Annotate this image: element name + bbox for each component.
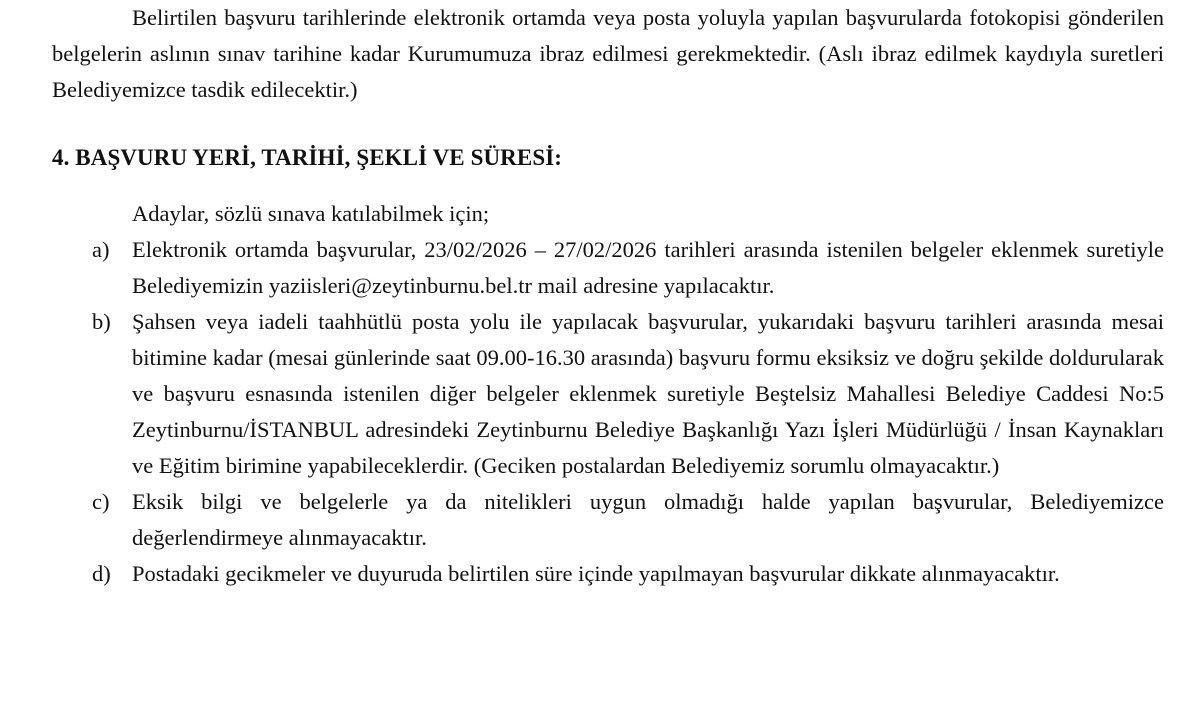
intro-paragraph: Belirtilen başvuru tarihlerinde elektronik ortamda veya posta yoluyla yapılan başvurularda fotokopisi gönderilen belgelerin aslının sınav tarihine kadar Kurumumuza ibraz edilmesi gerekmektedir. (Aslı ibraz edilmek kaydıyla suretleri Belediyemizce tasdik edilecektir.)	[52, 5, 1164, 102]
section-intro: Adaylar, sözlü sınava katılabilmek için;	[132, 201, 490, 226]
list-item-text: Postadaki gecikmeler ve duyuruda belirtilen süre içinde yapılmayan başvurular dikkate alınmayacaktır.	[132, 561, 1060, 586]
list-item-d	[52, 556, 1164, 592]
list-marker: a)	[92, 237, 110, 262]
list-item-text: Elektronik ortamda başvurular, 23/02/2026 – 27/02/2026 tarihleri arasında istenilen belgeler eklenmek suretiyle Belediyemizin yaziisleri@zeytinburnu.bel.tr mail adresine yapılacaktır.	[132, 237, 1164, 298]
list-marker: b)	[92, 309, 111, 334]
list-item-text: Şahsen veya iadeli taahhütlü posta yolu ile yapılacak başvurular, yukarıdaki başvuru tarihleri arasında mesai bitimine kadar (mesai günlerinde saat 09.00-16.30 arasında) başvuru formu eksiksiz ve doğru şekilde doldurularak ve başvuru esnasında istenilen diğer belgeler eklenmek suretiyle Beştelsiz Mahallesi Belediye Caddesi No:5 Zeytinburnu/İSTANBUL adresindeki Zeytinburnu Belediye Başkanlığı Yazı İşleri Müdürlüğü / İnsan Kaynakları ve Eğitim birimine yapabileceklerdir. (Geciken postalardan Belediyemiz sorumlu olmayacaktır.)	[132, 309, 1164, 478]
list-item-b	[52, 304, 1164, 484]
list-marker: d)	[92, 561, 111, 586]
list-item-c	[52, 484, 1164, 556]
list-item-text: Eksik bilgi ve belgelerle ya da nitelikleri uygun olmadığı halde yapılan başvurular, Belediyemizce değerlendirmeye alınmayacaktır.	[132, 489, 1164, 550]
list-item-a	[52, 232, 1164, 304]
list-marker: c)	[92, 489, 110, 514]
requirements-list	[52, 232, 1164, 592]
section-heading: 4. BAŞVURU YERİ, TARİHİ, ŞEKLİ VE SÜRESİ:	[52, 145, 563, 170]
